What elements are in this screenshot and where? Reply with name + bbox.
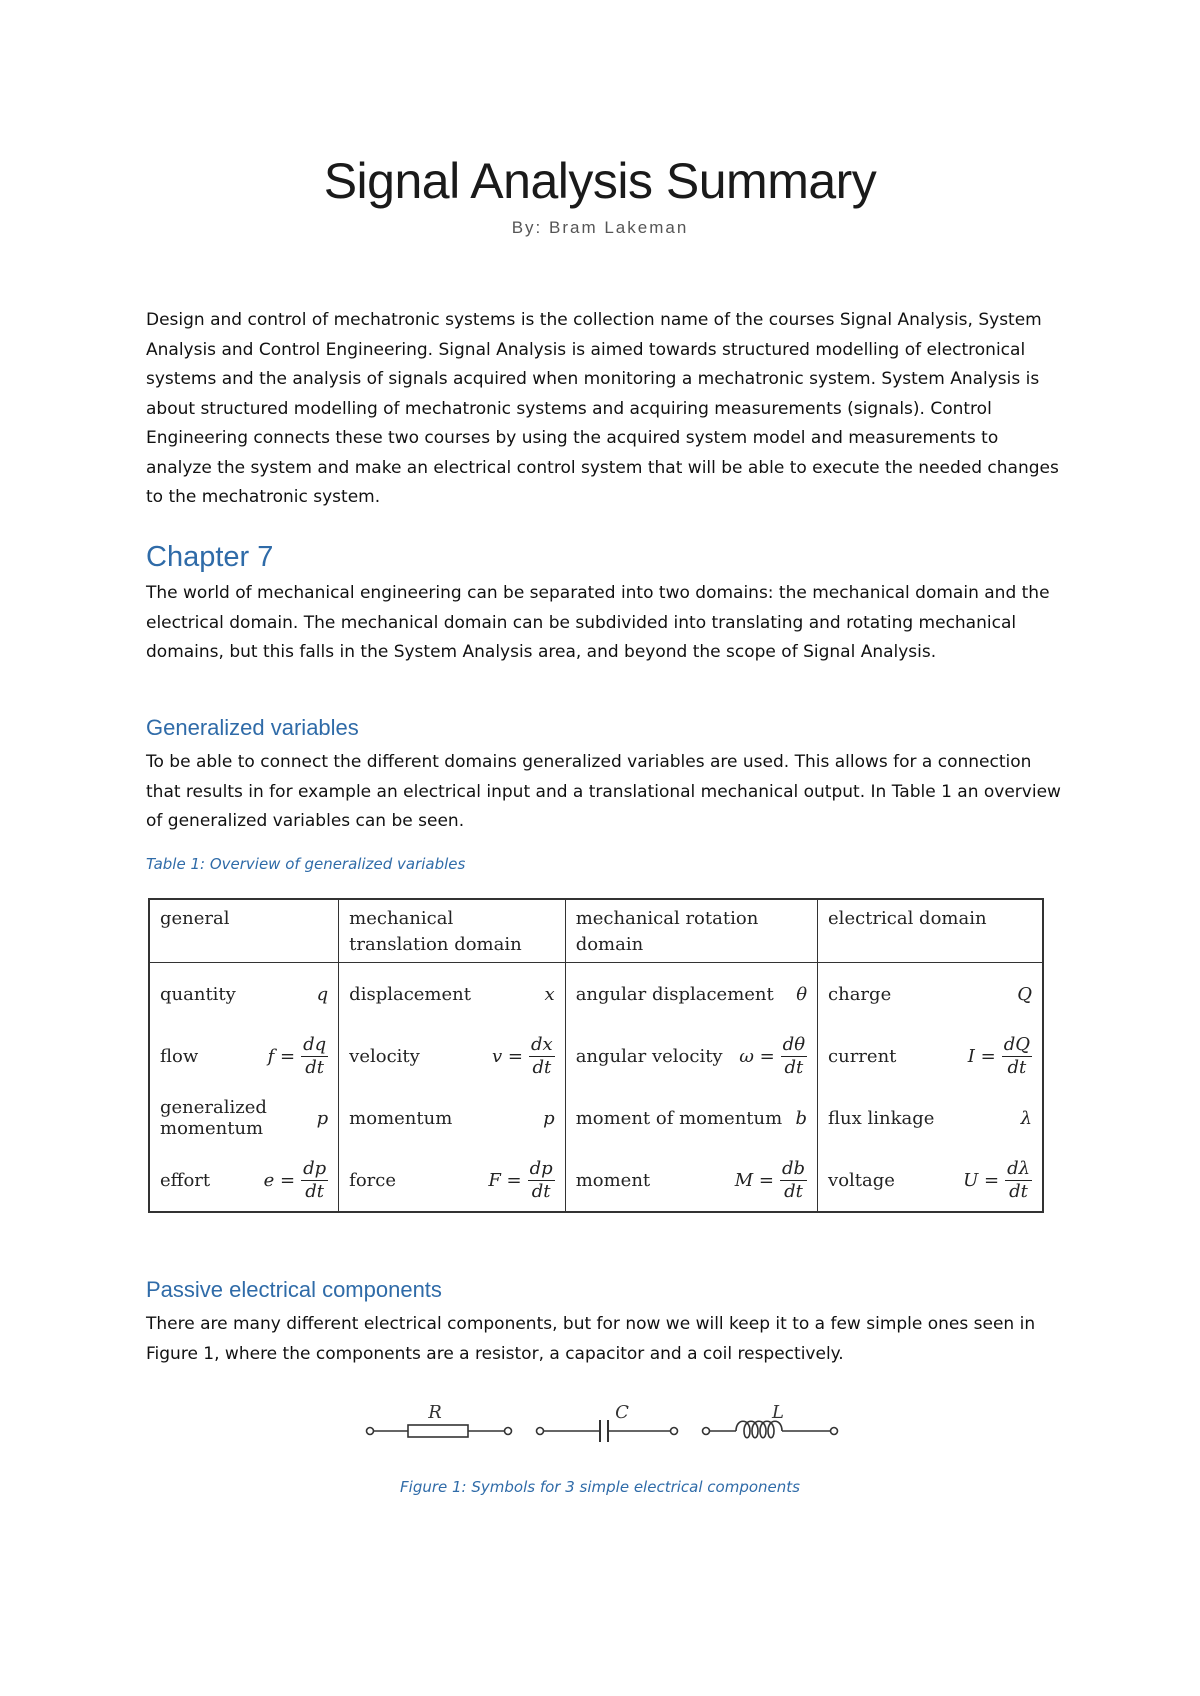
variable-symbol — [796, 1108, 808, 1129]
table-cell — [339, 1025, 566, 1087]
fraction-numerator: db — [781, 1157, 806, 1179]
symbol-text: q — [316, 983, 329, 1005]
variable-name: angular velocity — [575, 1045, 723, 1067]
passive-components-paragraph: There are many different electrical components, but for now we will keep it to a few simple ones seen in Figure 1, where the components are a resistor, a capacitor and a coil respectively. — [146, 1314, 1036, 1364]
fraction-numerator: dλ — [1007, 1157, 1030, 1179]
variable-name: voltage — [828, 1169, 895, 1191]
variable-symbol — [264, 1158, 329, 1203]
derivative-fraction — [301, 1034, 328, 1079]
variable-name: current — [828, 1045, 897, 1067]
symbol-text: p — [543, 1107, 555, 1129]
variable-symbol — [317, 984, 329, 1005]
fraction-denominator: dt — [532, 1056, 552, 1078]
derivative-fraction — [1005, 1158, 1032, 1203]
variable-symbol — [492, 1034, 555, 1079]
variable-name: moment — [575, 1169, 651, 1191]
variable-name: charge — [828, 983, 892, 1005]
generalized-variables-paragraph: To be able to connect the different domains generalized variables are used. This allows for a connection that results in for example an electrical input and a translational mechanical output. In Table 1 an overview of generalized variables can be seen. — [146, 752, 1061, 831]
resistor-symbol — [367, 1425, 512, 1437]
equation-lhs: ω = — [739, 1045, 775, 1067]
coil-symbol — [703, 1421, 838, 1438]
variable-name: momentum — [349, 1107, 453, 1129]
variable-symbol — [543, 1108, 555, 1129]
symbol-text: λ — [1020, 1107, 1032, 1129]
derivative-fraction — [301, 1158, 328, 1203]
fraction-numerator: dx — [531, 1033, 553, 1055]
figure-caption: Figure 1: Symbols for 3 simple electrical components — [400, 1478, 800, 1496]
variable-symbol — [317, 1108, 329, 1129]
variable-symbol — [735, 1158, 807, 1203]
fraction-denominator: dt — [784, 1056, 804, 1078]
equation-lhs: F = — [488, 1169, 522, 1191]
variable-name: generalized momentum — [160, 1097, 267, 1139]
table-row — [149, 1087, 1043, 1149]
table-cell — [149, 1149, 339, 1212]
resistor-label: R — [428, 1402, 442, 1423]
table-cell — [818, 1149, 1043, 1212]
variable-name: force — [349, 1169, 397, 1191]
variable-symbol — [796, 984, 807, 1005]
variable-name: flow — [160, 1045, 199, 1067]
fraction-numerator: dq — [303, 1033, 327, 1055]
fraction-numerator: dQ — [1003, 1033, 1030, 1055]
table-cell — [339, 1087, 566, 1149]
equation-lhs: I = — [967, 1045, 996, 1067]
capacitor-symbol — [537, 1420, 678, 1442]
derivative-fraction — [529, 1034, 555, 1079]
document-title: Signal Analysis Summary — [323, 153, 877, 209]
fraction-denominator: dt — [1007, 1056, 1027, 1078]
symbol-text: Q — [1017, 983, 1032, 1005]
variable-symbol — [488, 1158, 554, 1203]
variable-symbol — [968, 1034, 1032, 1079]
table-header-cell: electrical domain — [818, 899, 1043, 963]
table-cell — [565, 963, 817, 1026]
variable-symbol — [739, 1034, 807, 1079]
fraction-numerator: dp — [529, 1157, 553, 1179]
table-cell — [818, 963, 1043, 1026]
section-heading-generalized-variables: Generalized variables — [146, 715, 359, 740]
variable-name: angular displacement — [575, 983, 774, 1005]
variable-name: displacement — [349, 983, 471, 1005]
symbol-text: b — [795, 1107, 808, 1129]
section-heading-passive-components: Passive electrical components — [146, 1277, 442, 1302]
fraction-denominator: dt — [305, 1180, 325, 1202]
table-header-cell: mechanical rotation domain — [565, 899, 817, 963]
table-row — [149, 1025, 1043, 1087]
variable-symbol — [1021, 1108, 1032, 1129]
capacitor-label: C — [615, 1402, 629, 1423]
variable-name: quantity — [160, 983, 236, 1005]
table-header-cell: mechanical translation domain — [339, 899, 566, 963]
symbol-text: θ — [796, 983, 808, 1005]
fraction-numerator: dp — [303, 1157, 327, 1179]
table-cell — [149, 1087, 339, 1149]
variable-symbol — [963, 1158, 1032, 1203]
table-cell — [149, 963, 339, 1026]
fraction-numerator: dθ — [782, 1033, 806, 1055]
derivative-fraction — [528, 1158, 555, 1203]
intro-paragraph: Design and control of mechatronic systems is the collection name of the courses Signal Analysis, System Analysis and Control Engineering. Signal Analysis is aimed towards structured modelling of electronical systems and the analysis of signals acquired when monitoring a mechatronic system. System Analysis is about structured modelling of mechatronic systems and acquiring measurements (signals). Control Engineering connects these two courses by using the acquired system model and measurements to analyze the system and make an electrical control system that will be able to execute the needed changes to the mechatronic system. — [146, 310, 1059, 507]
equation-lhs: v = — [492, 1045, 523, 1067]
table-cell — [149, 1025, 339, 1087]
equation-lhs: e = — [263, 1169, 296, 1191]
equation-lhs: U = — [963, 1169, 1000, 1191]
fraction-denominator: dt — [305, 1056, 325, 1078]
fraction-denominator: dt — [531, 1180, 551, 1202]
variable-name: effort — [160, 1169, 211, 1191]
fraction-denominator: dt — [784, 1180, 803, 1202]
table-header-cell: general — [149, 899, 339, 963]
table-cell — [339, 963, 566, 1026]
table-row — [149, 1149, 1043, 1212]
table-cell — [565, 1025, 817, 1087]
chapter-heading: Chapter 7 — [146, 541, 274, 573]
symbol-text: p — [316, 1107, 329, 1129]
table-header-row — [149, 899, 1043, 963]
document-byline: By: Bram Lakeman — [511, 218, 689, 237]
table-caption: Table 1: Overview of generalized variables — [146, 855, 466, 873]
variable-name: flux linkage — [828, 1107, 935, 1129]
table-row — [149, 963, 1043, 1026]
table-cell — [818, 1087, 1043, 1149]
table-cell — [565, 1087, 817, 1149]
table-cell — [565, 1149, 817, 1212]
generalized-variables-table — [148, 898, 1044, 1213]
symbol-text: x — [544, 983, 555, 1005]
variable-symbol — [545, 984, 555, 1005]
derivative-fraction — [780, 1158, 807, 1203]
equation-lhs: f = — [267, 1045, 296, 1067]
component-symbols-figure — [360, 1398, 860, 1444]
derivative-fraction — [1002, 1034, 1032, 1079]
fraction-denominator: dt — [1009, 1180, 1028, 1202]
coil-label: L — [772, 1402, 784, 1423]
table-cell — [339, 1149, 566, 1212]
variable-symbol — [1017, 984, 1032, 1005]
variable-name: moment of momentum — [575, 1107, 783, 1129]
derivative-fraction — [781, 1034, 807, 1079]
equation-lhs: M = — [734, 1169, 774, 1191]
chapter-paragraph: The world of mechanical engineering can be separated into two domains: the mechanical domain and the electrical domain. The mechanical domain can be subdivided into translating and rotating mechanical domains, but this falls in the System Analysis area, and beyond the scope of Signal Analysis. — [146, 583, 1050, 662]
variable-symbol — [268, 1034, 329, 1079]
variable-name: velocity — [349, 1045, 420, 1067]
table-cell — [818, 1025, 1043, 1087]
